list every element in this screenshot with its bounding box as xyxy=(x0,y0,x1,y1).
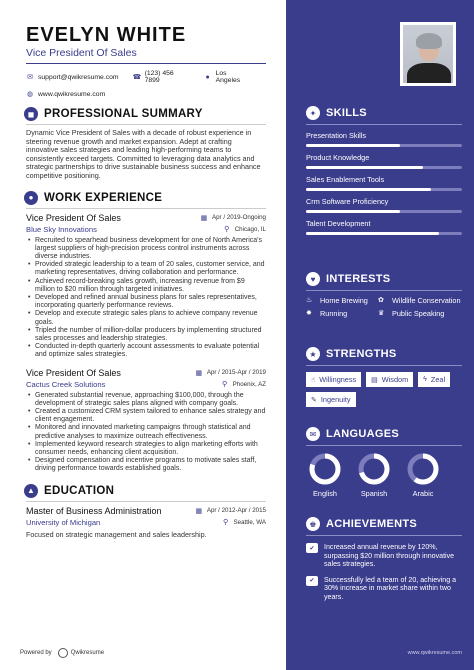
list-item: • Created a customized CRM system tailored to enhance sales strategy and client engagement. xyxy=(35,408,266,424)
website-link[interactable]: www.qwikresume.com xyxy=(38,90,106,98)
summary-heading: PROFESSIONAL SUMMARY xyxy=(44,108,203,120)
skill-name: Sales Enablement Tools xyxy=(306,175,385,184)
location-text: Los Angeles xyxy=(215,70,241,84)
running-icon: ✸ xyxy=(306,309,312,317)
strengths-section xyxy=(306,347,462,407)
interests-heading: INTERESTS xyxy=(326,273,391,285)
paw-icon: ✿ xyxy=(378,297,384,304)
summary-header xyxy=(24,107,286,121)
experience-header xyxy=(24,191,286,205)
list-item: • Develop and execute strategic sales plans to achieve company revenue goals. xyxy=(35,310,266,326)
degree: Master of Business Administration xyxy=(26,505,162,516)
interest-item: ♨ Home Brewing xyxy=(306,296,368,305)
skill-item xyxy=(306,175,462,191)
languages-heading: LANGUAGES xyxy=(326,428,399,440)
list-item: • Designed compensation and incentive programs to motivate sales staff, driving performance towards established goals. xyxy=(35,457,266,473)
strength-tag: ☝ Willingness xyxy=(306,372,361,387)
skill-item xyxy=(306,197,462,213)
job-bullets xyxy=(26,237,266,360)
job-company: Blue Sky Innovations xyxy=(26,224,97,234)
sidebar xyxy=(286,0,474,670)
qwikresume-logo-icon xyxy=(58,648,68,658)
skill-name: Presentation Skills xyxy=(306,131,367,140)
summary-rule xyxy=(26,124,266,125)
calendar-icon: ▦ xyxy=(195,369,203,377)
thumbs-up-icon: ☝ xyxy=(311,376,316,384)
list-item: • Achieved record-breaking sales growth, increasing revenue from $9 million to $20 million through targeted initiatives. xyxy=(35,278,266,294)
skill-bar-fill xyxy=(306,188,431,191)
strength-tag: ✎ Ingenuity xyxy=(306,392,356,407)
language-name: Arabic xyxy=(412,489,434,498)
header-rule xyxy=(26,63,266,64)
school: University of Michigan xyxy=(26,517,101,527)
powered-brand[interactable]: Qwikresume xyxy=(70,650,105,656)
phone-text: (123) 456 7899 xyxy=(144,70,174,84)
strength-tag: ϟ Zeal xyxy=(418,372,450,387)
list-item: • Recruited to spearhead business development for one of North America's largest suppliers of high-precision process control instruments across diverse industries. xyxy=(35,237,266,262)
bolt-icon: ϟ xyxy=(423,376,427,383)
skill-name: Crm Software Proficiency xyxy=(306,197,389,206)
edu-location: Seattle, WA xyxy=(233,518,266,526)
candidate-title: Vice President Of Sales xyxy=(26,47,137,59)
job-dates: Apr / 2019-Ongoing xyxy=(211,214,266,222)
job-location: Chicago, IL xyxy=(234,225,266,233)
lightbulb-icon: ✦ xyxy=(306,106,320,120)
phone-icon: ☎ xyxy=(132,74,142,81)
pencil-icon: ✎ xyxy=(311,396,317,404)
candidate-name: EVELYN WHITE xyxy=(26,24,187,46)
skill-bar-fill xyxy=(306,210,400,213)
interests-section xyxy=(306,272,462,318)
email-icon: ✉ xyxy=(27,74,33,81)
pin-icon: ⚲ xyxy=(224,226,230,234)
speech-icon: ✉ xyxy=(306,427,320,441)
profile-photo xyxy=(400,22,456,86)
edu-description: Focused on strategic management and sales leadership. xyxy=(26,529,207,539)
achievement-item: ✔ Successfully led a team of 20, achieving a 30% increase in market share within two years. xyxy=(306,576,462,602)
powered-label: Powered by xyxy=(20,650,52,656)
language-ring xyxy=(406,452,440,486)
trophy-icon: ♚ xyxy=(306,517,320,531)
language-item xyxy=(357,452,391,498)
website-row xyxy=(26,90,286,98)
pin-icon: ⚲ xyxy=(222,381,228,389)
education-heading: EDUCATION xyxy=(44,484,115,497)
beer-icon: ♨ xyxy=(306,297,313,304)
skill-item xyxy=(306,131,462,147)
pin-icon: ⚲ xyxy=(222,519,229,527)
list-item: • Developed and refined annual business plans for sales representatives, incorporating quarterly performance reviews. xyxy=(35,294,266,310)
language-name: Spanish xyxy=(360,489,388,498)
interest-item: ✸ Running xyxy=(306,308,348,318)
graduation-cap-icon: ▲ xyxy=(24,484,38,498)
contact-row xyxy=(26,70,266,84)
list-item: • Conducted in-depth quarterly account assessments to evaluate potential and optimize sales strategies. xyxy=(35,343,266,359)
book-icon: ▤ xyxy=(371,376,378,384)
check-icon: ✔ xyxy=(306,576,318,586)
email-text[interactable]: support@qwikresume.com xyxy=(38,73,119,81)
job-entry xyxy=(26,368,286,474)
work-icon: ● xyxy=(24,191,38,205)
interest-item: ♛ Public Speaking xyxy=(378,308,445,318)
languages-section xyxy=(306,427,462,498)
skill-bar xyxy=(306,188,462,191)
education-header xyxy=(24,484,286,498)
skill-bar xyxy=(306,166,462,169)
strengths-heading: STRENGTHS xyxy=(326,348,397,360)
star-icon: ★ xyxy=(306,347,320,361)
language-item xyxy=(308,452,342,498)
footer-site[interactable]: www.qwikresume.com xyxy=(407,650,462,656)
summary-text: Dynamic Vice President of Sales with a decade of robust experience in steering revenue growth and market expansion. Adept at crafting innovative sales strategies and leading high-performing teams to consistently exceed targets. Committed to leveraging data analytics and strategic partnerships to drive sustainable business success and enhance competitive positioning. xyxy=(26,128,261,180)
skill-bar xyxy=(306,232,462,235)
heart-icon: ♥ xyxy=(306,272,320,286)
powered-by xyxy=(20,648,104,658)
calendar-icon: ▦ xyxy=(195,507,203,515)
language-name: English xyxy=(313,489,337,498)
check-icon: ✔ xyxy=(306,543,318,553)
globe-icon: ◍ xyxy=(26,91,34,98)
job-title: Vice President Of Sales xyxy=(26,367,121,378)
achievements-section xyxy=(306,517,462,602)
job-entry xyxy=(26,213,286,360)
skills-heading: SKILLS xyxy=(326,107,367,119)
achievements-heading: ACHIEVEMENTS xyxy=(326,518,417,530)
job-company: Cactus Creek Solutions xyxy=(26,379,106,389)
language-item xyxy=(406,452,440,498)
list-item: • Monitored and innovated marketing campaigns through statistical and predictive analyses to maximize outreach effectiveness. xyxy=(35,424,266,440)
achievement-item: ✔ Increased annual revenue by 120%, surpassing $20 million through innovative sales strategies. xyxy=(306,543,462,569)
skill-bar-fill xyxy=(306,144,400,147)
skill-bar xyxy=(306,144,462,147)
briefcase-icon: ◼ xyxy=(24,107,38,121)
strength-tag: ▤ Wisdom xyxy=(366,372,413,387)
skill-name: Product Knowledge xyxy=(306,153,370,162)
skill-name: Talent Development xyxy=(306,219,371,228)
language-ring xyxy=(308,452,342,486)
languages-list xyxy=(308,452,440,498)
skill-bar-fill xyxy=(306,166,423,169)
edu-dates: Apr / 2012-Apr / 2015 xyxy=(206,507,266,515)
language-ring xyxy=(357,452,391,486)
skill-bar-fill xyxy=(306,232,439,235)
skill-bar xyxy=(306,210,462,213)
list-item: • Generated substantial revenue, approaching $100,000, through the development of strategic sales plans aligned with company goals. xyxy=(35,392,266,408)
skills-list xyxy=(306,131,462,235)
job-bullets xyxy=(26,392,266,474)
list-item: • Tripled the number of million-dollar producers by implementing structured sales processes and leadership strategies. xyxy=(35,327,266,343)
skill-item xyxy=(306,153,462,169)
location-icon: ● xyxy=(205,73,210,81)
microphone-icon: ♛ xyxy=(378,309,385,317)
calendar-icon: ▦ xyxy=(200,214,208,222)
job-title: Vice President Of Sales xyxy=(26,212,121,223)
list-item: • Implemented keyword research strategies to align marketing efforts with consumer needs, enhancing client acquisition. xyxy=(35,441,266,457)
job-location: Phoenix, AZ xyxy=(232,380,266,388)
education-rule xyxy=(26,501,266,502)
list-item: • Provided strategic leadership to a team of 20 sales, customer service, and marketing representatives, driving collaboration and performance. xyxy=(35,261,266,277)
interest-item: ✿ Wildlife Conservation xyxy=(378,296,461,305)
skill-item xyxy=(306,219,462,235)
experience-heading: WORK EXPERIENCE xyxy=(44,191,163,204)
experience-rule xyxy=(26,208,266,209)
skills-section xyxy=(306,106,462,235)
job-dates: Apr / 2015-Apr / 2019 xyxy=(206,369,266,377)
